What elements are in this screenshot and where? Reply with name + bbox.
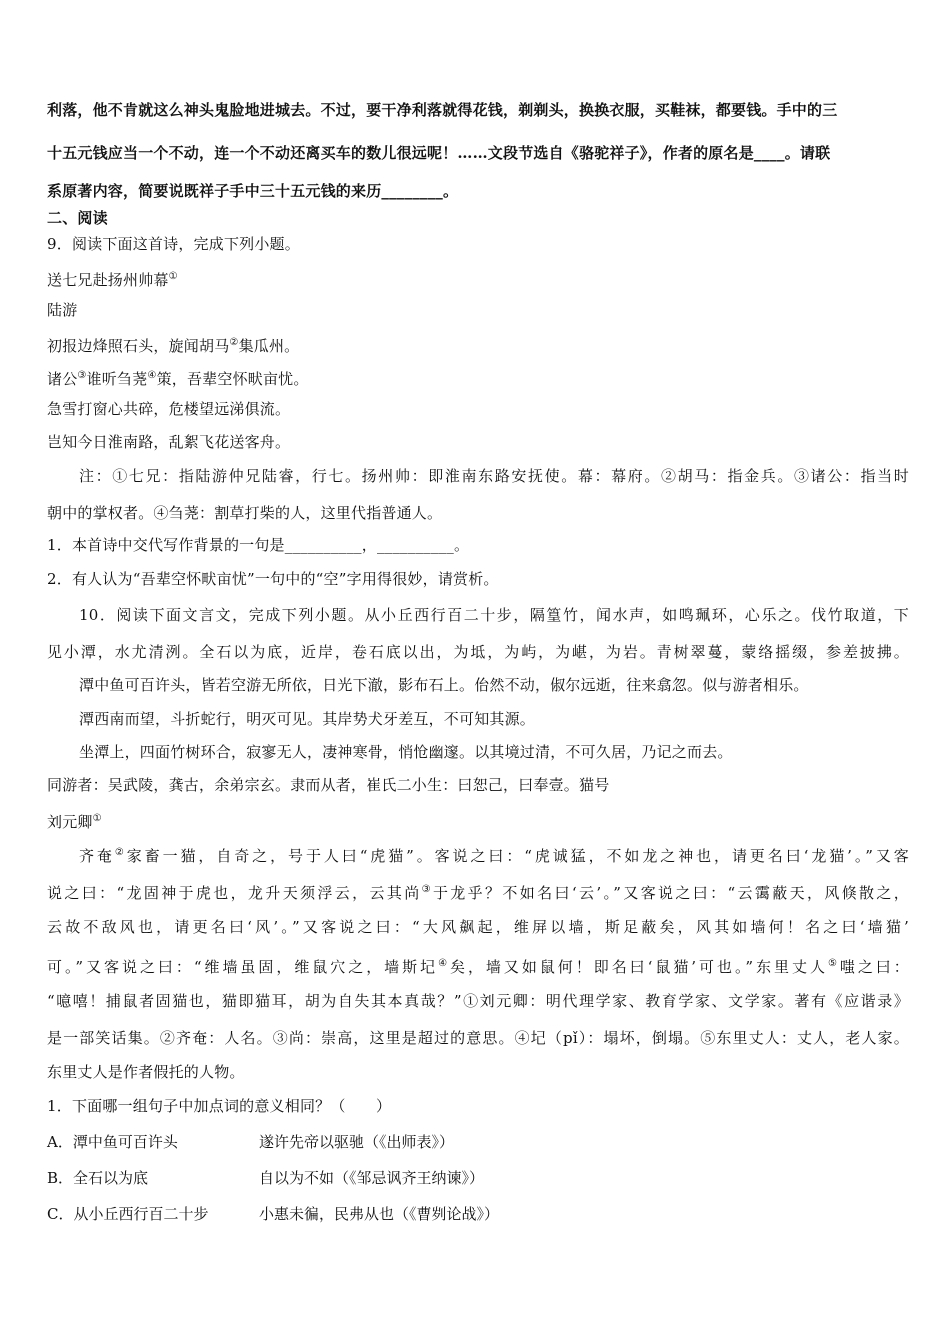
- option-text: 小惠未徧，民弗从也（《曹刿论战》）: [259, 1205, 500, 1223]
- author-text: 刘元卿: [47, 813, 93, 831]
- story-text: 家畜一猫，自奇之，号于人曰“虎猫”。客说之曰：“虎诚猛，不如龙之神也，请更名曰‘龙猫’。”又客: [126, 847, 909, 865]
- option-label: A．潭中鱼可百许头: [47, 1133, 178, 1151]
- section-title: 二、阅读: [47, 209, 108, 227]
- footnote-mark: ①: [168, 271, 178, 282]
- story-line-3: 云故不敌风也，请更名曰‘风’。”又客说之曰：“大风飙起，维屏以墙，斯足蔽矣，风其如墙何！名之曰‘墙猫’: [47, 918, 909, 936]
- q9-prompt: 9．阅读下面这首诗，完成下列小题。: [47, 235, 300, 253]
- footnote-mark: ④: [438, 958, 450, 969]
- verse-text: 诸公: [47, 370, 78, 388]
- poem-title-text: 送七兄赴扬州帅幕: [47, 271, 169, 289]
- option-a: [47, 1131, 909, 1167]
- story-line-7: 东里丈人是作者假托的人物。: [47, 1063, 245, 1081]
- verse-text: 谁听刍荛: [86, 370, 148, 388]
- q10-author: [47, 808, 909, 842]
- story-text: 说之曰：“龙固神于虎也，龙升天须浮云，云其尚: [47, 884, 422, 902]
- intro-line-1: 利落，他不肯就这么神头鬼脸地进城去。不过，要干净利落就得花钱，剃剃头，换换衣服，买鞋袜，都要钱。手中的三: [47, 101, 838, 119]
- poem-verse-1: [47, 332, 909, 365]
- poem-verse-2: [47, 365, 909, 398]
- q10-para-3: 潭西南而望，斗折蛇行，明灭可见。其岸势犬牙差互，不可知其源。: [79, 710, 536, 728]
- q10-para-5: 同游者：吴武陵，龚古，余弟宗玄。隶而从者，崔氏二小生：曰恕己，曰奉壹。猫号: [47, 776, 610, 794]
- poem-author: 陆游: [47, 301, 78, 319]
- option-text: 自以为不如（《邹忌讽齐王纳谏》）: [259, 1169, 485, 1187]
- story-text: 于龙乎？不如名曰‘云’。”又客说之曰：“云霭蔽天，风倏散之，: [432, 884, 909, 902]
- footnote-mark: ②: [229, 337, 239, 348]
- q9-sub-2: 2．有人认为“吾辈空怀畎亩忧”一句中的“空”字用得很妙，请赏析。: [47, 570, 499, 588]
- story-text: 矣，墙又如鼠何！即名曰‘鼠猫’可也。”东里丈人: [450, 958, 828, 976]
- footnote-mark: ③: [77, 370, 87, 381]
- poem-title: [47, 266, 909, 299]
- q10-para-1b: 见小潭，水尤清洌。全石以为底，近岸，卷石底以出，为坻，为屿，为嵁，为岩。青树翠蔓，蒙络摇缀，参差披拂。: [47, 643, 909, 661]
- q10-para-4: 坐潭上，四面竹树环合，寂寥无人，凄神寒骨，悄怆幽邃。以其境过清，不可久居，乃记之而去。: [79, 743, 733, 761]
- story-line-1: [47, 842, 909, 879]
- option-label: C．从小丘西行百二十步: [47, 1205, 209, 1223]
- footnote-mark: ②: [114, 847, 127, 858]
- verse-text: 集瓜州。: [238, 337, 300, 355]
- q10-para-1a: 10．阅读下面文言文，完成下列小题。从小丘西行百二十步，隔篁竹，闻水声，如鸣珮环，心乐之。伐竹取道，下: [79, 606, 909, 624]
- q9-sub-1: 1．本首诗中交代写作背景的一句是__________，__________。: [47, 536, 470, 554]
- story-text: 嗤之曰：: [839, 958, 909, 976]
- footnote-mark: ③: [421, 884, 433, 895]
- intro-line-2: 十五元钱应当一个不动，连一个不动还离买车的数儿很远呢！……文段节选自《骆驼祥子》，作者的原名是____。请联: [47, 144, 831, 162]
- poem-verse-3: 急雪打窗心共碎，危楼望远涕俱流。: [47, 400, 291, 418]
- intro-line-3: 系原著内容，简要说既祥子手中三十五元钱的来历________。: [47, 182, 459, 200]
- story-text: 齐奄: [79, 847, 115, 865]
- story-line-4: [47, 953, 909, 990]
- poem-notes-1: 注：①七兄：指陆游仲兄陆睿，行七。扬州帅：即淮南东路安抚使。幕：幕府。②胡马：指金兵。③诸公：指当时: [79, 467, 909, 485]
- verse-text: 初报边烽照石头，旋闻胡马: [47, 337, 230, 355]
- story-line-5: “噫嘻！捕鼠者固猫也，猫即猫耳，胡为自失其本真哉？”①刘元卿：明代理学家、教育学家、文学家。著有《应谐录》: [47, 992, 909, 1010]
- story-line-6: 是一部笑话集。②齐奄：人名。③尚：崇高，这里是超过的意思。④圮（pǐ）：塌坏，倒塌。⑤东里丈人：丈人，老人家。: [47, 1029, 909, 1047]
- footnote-mark: ④: [147, 370, 157, 381]
- footnote-mark: ①: [92, 813, 102, 824]
- option-c: [47, 1203, 909, 1239]
- footnote-mark: ⑤: [827, 958, 840, 969]
- option-b: [47, 1167, 909, 1203]
- story-text: 可。”又客说之曰：“维墙虽固，维鼠穴之，墙斯圮: [47, 958, 439, 976]
- verse-text: 策，吾辈空怀畎亩忧。: [156, 370, 309, 388]
- option-label: B．全石以为底: [47, 1169, 149, 1187]
- exam-page: [47, 96, 909, 1239]
- poem-notes-2: 朝中的掌权者。④刍荛：割草打柴的人，这里代指普通人。: [47, 504, 443, 522]
- q10-para-2: 潭中鱼可百许头，皆若空游无所依，日光下澈，影布石上。佁然不动，俶尔远逝，往来翕忽。似与游者相乐。: [79, 676, 809, 694]
- poem-verse-4: 岂知今日淮南路，乱絮飞花送客舟。: [47, 433, 291, 451]
- option-text: 遂许先帝以驱驰（《出师表》）: [259, 1133, 455, 1151]
- story-line-2: [47, 879, 909, 916]
- q10-sub-1: 1．下面哪一组句子中加点词的意义相同？（ ）: [47, 1097, 392, 1115]
